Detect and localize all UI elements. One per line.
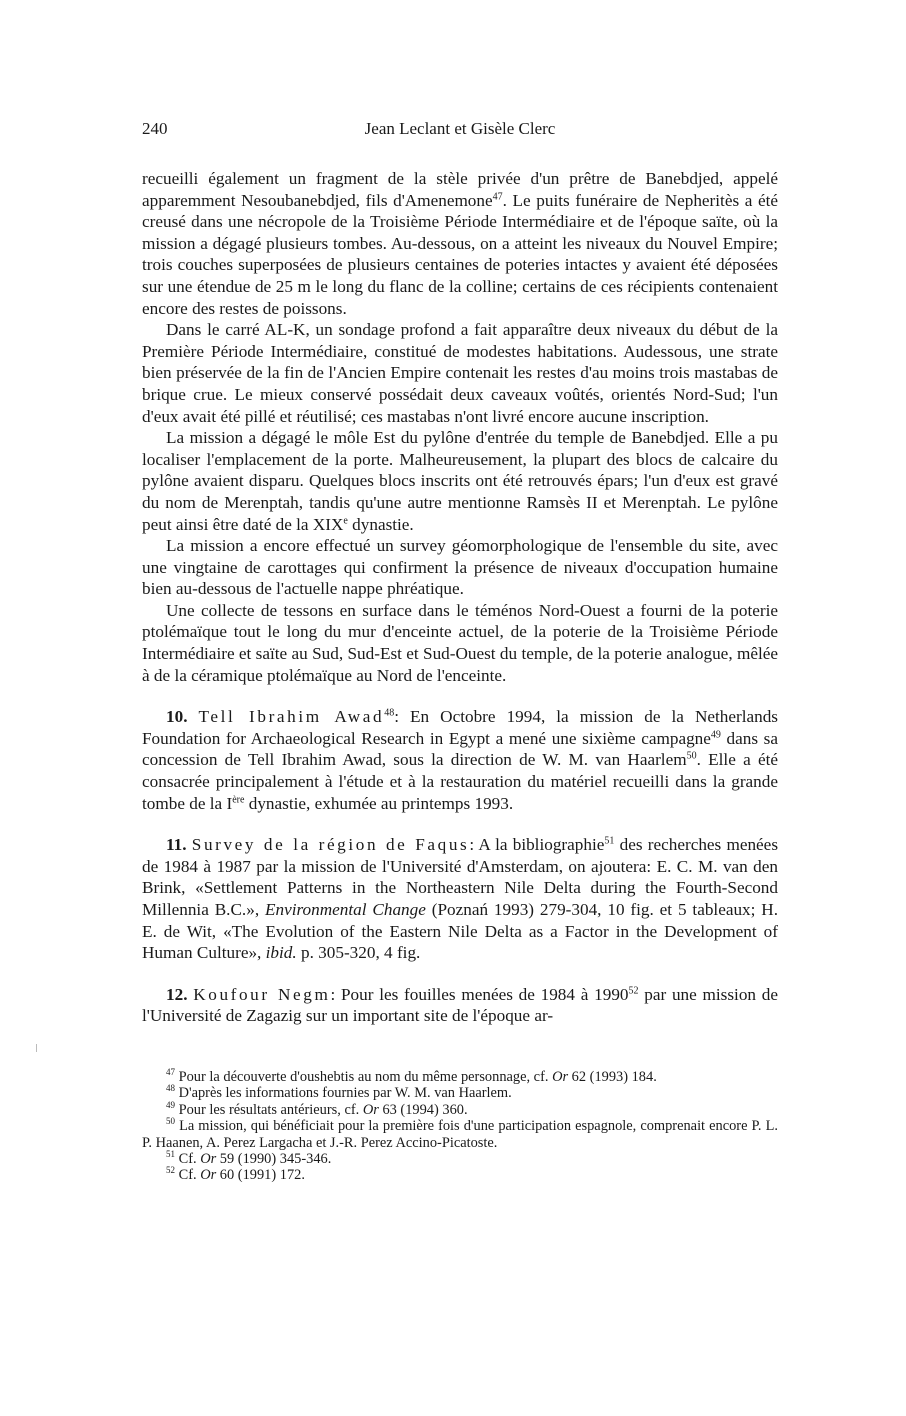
paragraph-2: Dans le carré AL-K, un sondage profond a fait apparaître deux niveaux du début de la Première Période Intermédiaire, constitué de modestes habitations. Audessous, une strate bien préservée de la fin de l'Ancien Empire contenait les restes d'au moins trois mastabas de brique crue. Le mieux conservé possédait deux caveaux voûtés, orientés Nord-Sud; l'un d'eux avait été pillé et réutilisé; ces mastabas n'ont livré encore aucune inscription. [142,320,778,426]
paragraph-1: recueilli également un fragment de la stèle privée d'un prêtre de Banebdjed, appelé apparemment Nesoubanebdjed, fils d'Amenemone$^{47}$. Le puits funéraire de Nepheritès a été creusé dans une nécropole de la Troisième Période Intermédiaire et de l'époque saïte, où la mission a dégagé plusieurs tombes. Au-dessous, on a atteint les niveaux du Nouvel Empire; trois couches superposées de plusieurs centaines de poteries intactes y avaient été déposées sur une étendue de 25 m le long du flanc de la colline; certains de ces récipients contenaient encore des restes de poissons. [142,169,778,318]
footnote-ref-47[interactable]: 47 [492,190,503,202]
footnote-49: $^{49}$ Pour les résultats antérieurs, cf. Or 63 (1994) 360. [166,1099,468,1118]
section-10: 10. Tell Ibrahim Awad$^{48}$: En Octobre 1994, la mission de la Netherlands Foundation for Archaeological Research in Egypt a mené une sixième campagne$^{49}$ dans sa concession de Tell Ibrahim Awad, sous la direction de W. M. van Haarlem$^{50}$. Elle a été consacrée principalement à l'étude et à la restauration du matériel recueilli dans la grande tombe de la Ière dynastie, exhumée au printemps 1993. [142,707,779,813]
footnote-ref-52[interactable]: 52 [628,985,639,997]
footnote-ref-49[interactable]: 49 [710,729,721,741]
footnotes [142,1069,778,1184]
footnote-ref-48[interactable]: 48 [384,707,395,719]
footnote-47: $^{47}$ Pour la découverte d'oushebtis au nom du même personnage, cf. Or 62 (1993) 184. [166,1067,657,1085]
running-title: Jean Leclant et Gisèle Clerc [364,119,556,138]
footnote-ref-50[interactable]: 50 [686,750,697,762]
paragraph-5: Une collecte de tessons en surface dans le téménos Nord-Ouest a fourni de la poterie ptolémaïque tout le long du mur d'enceinte actuel, de la poterie de la Troisième Période Intermédiaire et saïte au Sud, Sud-Est et Sud-Ouest du temple, de la poterie analogue, mêlée à de la céramique ptolémaïque au Nord de l'enceinte. [142,600,778,685]
section-title: Tell Ibrahim Awad [198,707,385,727]
page-number: 240 [142,119,168,138]
section-number: 10. [166,707,188,727]
running-head [142,118,778,140]
footnote-48: $^{48}$ D'après les informations fournies par W. M. van Haarlem. [166,1083,512,1102]
section-title: Survey de la région de Faqus [191,835,470,855]
body-text [142,168,778,1027]
margin-mark [36,1044,37,1052]
footnote-50: $^{50}$ La mission, qui bénéficiait pour la première fois d'une participation espagnole, comprenait encore P. L. P. Haanen, A. Perez Largacha et J.-R. Perez Accino-Picatoste. [142,1116,778,1151]
section-11: 11. Survey de la région de Faqus: A la bibliographie$^{51}$ des recherches menées de 1984 à 1987 par la mission de l'Université d'Amsterdam, on ajoutera: E. C. M. van den Brink, «Settlement Patterns in the Northeastern Nile Delta during the Fourth-Second Millennia B.C.», Environmental Change (Poznań 1993) 279-304, 10 fig. et 5 tableaux; H. E. de Wit, «The Evolution of the Eastern Nile Delta as a Factor in the Development of Human Culture», ibid. p. 305-320, 4 fig. [142,835,779,963]
footnote-ref-51[interactable]: 51 [604,835,615,847]
section-12: 12. Koufour Negm: Pour les fouilles menées de 1984 à 1990$^{52}$ par une mission de l'Université de Zagazig sur un important site de l'époque ar- [142,984,778,1026]
paragraph-4: La mission a encore effectué un survey géomorphologique de l'ensemble du site, avec une vingtaine de carottages qui confirment la présence de niveaux d'occupation humaine bien au-dessous de l'actuelle nappe phréatique. [142,536,778,599]
section-number: 11. [166,835,187,855]
section-title: Koufour Negm [193,984,331,1004]
footnote-52: $^{52}$ Cf. Or 60 (1991) 172. [166,1165,305,1184]
page [142,118,778,1184]
paragraph-3: La mission a dégagé le môle Est du pylône d'entrée du temple de Banebdjed. Elle a pu localiser l'emplacement de la porte. Malheureusement, la plupart des blocs de calcaire du pylône avaient disparu. Quelques blocs inscrits ont été retrouvés épars; l'un d'eux est gravé du nom de Merenptah, tandis qu'une autre mentionne Ramsès II et Merenptah. Le pylône peut ainsi être daté de la XIXe dynastie. [142,428,778,534]
footnote-51: $^{51}$ Cf. Or 59 (1990) 345-346. [166,1149,332,1167]
section-number: 12. [166,984,188,1004]
